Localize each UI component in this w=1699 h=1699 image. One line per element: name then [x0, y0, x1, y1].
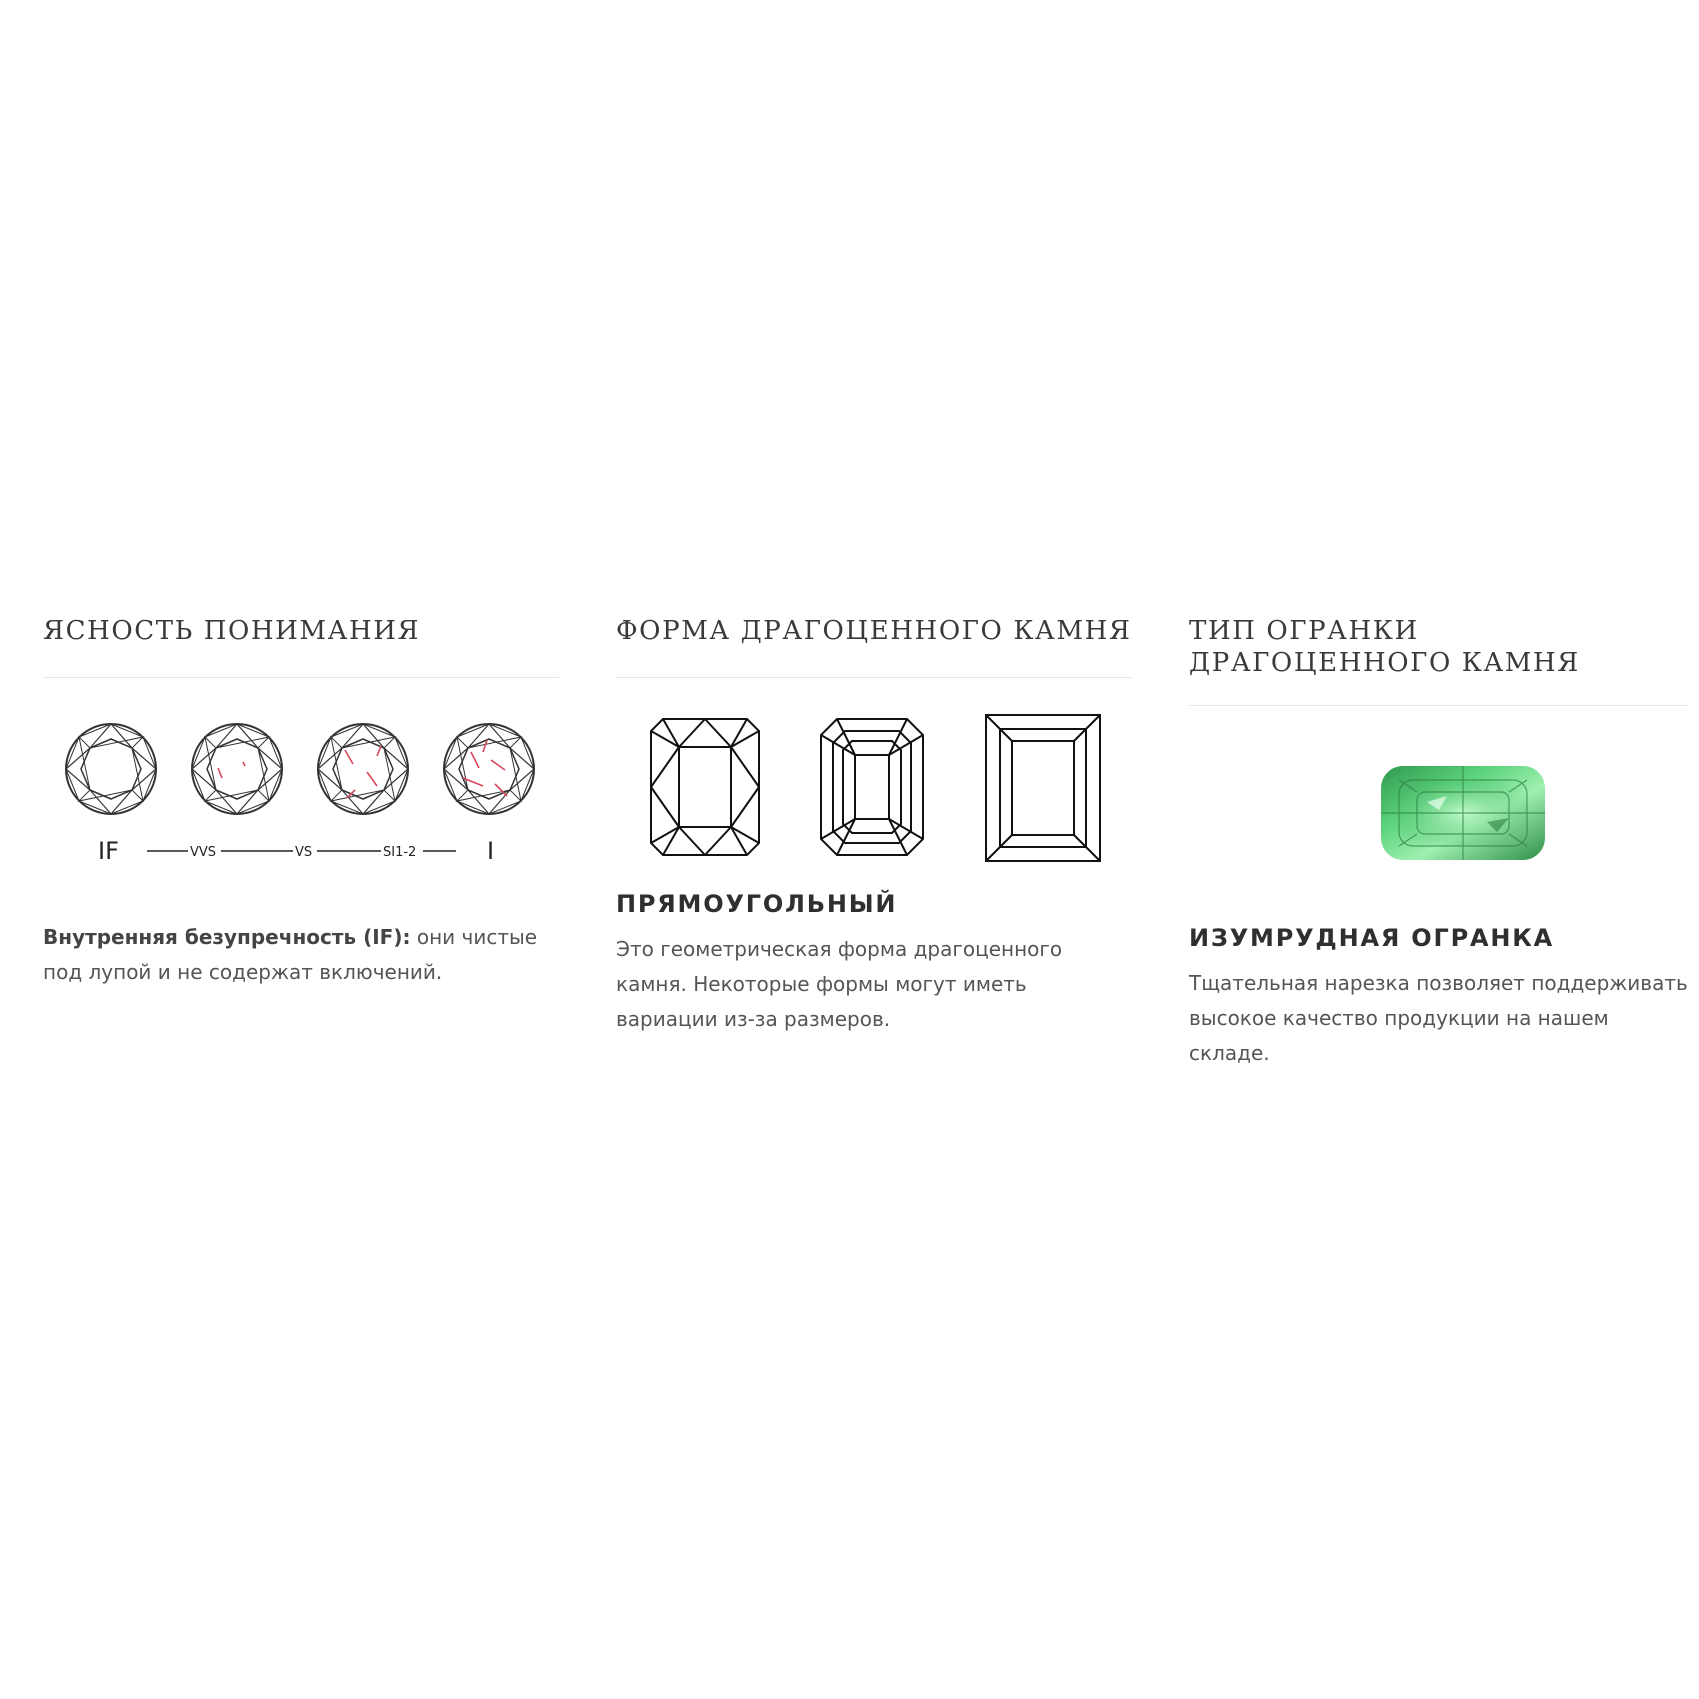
- scale-label-vs: VS: [295, 845, 313, 860]
- shape-column: [616, 615, 1132, 1037]
- clarity-description-strong: Внутренняя безупречность (IF):: [43, 925, 411, 949]
- clarity-description-text: они чистые под лупой и не содержат включений.: [43, 925, 538, 984]
- emerald-cut-icon: [819, 717, 925, 857]
- cut-description: Тщательная нарезка позволяет поддерживать высокое качество продукции на нашем складе.: [1189, 971, 1688, 1065]
- cut-subtitle: ИЗУМРУДНАЯ ОГРАНКА: [1189, 924, 1555, 952]
- cut-title: ТИП ОГРАНКИ ДРАГОЦЕННОГО КАМНЯ: [1189, 616, 1580, 678]
- diamond-clarity-icon: [43, 712, 559, 912]
- shape-description: Это геометрическая форма драгоценного камня. Некоторые формы могут иметь вариации из-за размеров.: [616, 937, 1063, 1031]
- clarity-figure: [43, 678, 559, 920]
- cut-column: [1189, 615, 1689, 1071]
- green-gem-icon: [1377, 762, 1557, 872]
- shape-figure: [616, 678, 1132, 890]
- shape-title: ФОРМА ДРАГОЦЕННОГО КАМНЯ: [616, 616, 1132, 646]
- scale-label-vvs: VVS: [190, 845, 217, 860]
- clarity-description: [43, 920, 559, 990]
- clarity-title: ЯСНОСТЬ ПОНИМАНИЯ: [43, 616, 421, 646]
- radiant-cut-icon: [649, 717, 761, 857]
- cut-figure: [1189, 706, 1689, 924]
- scale-label-si: SI1-2: [383, 845, 417, 860]
- scale-label-if: IF: [98, 837, 119, 865]
- scale-label-i: I: [487, 837, 495, 865]
- shape-subtitle: ПРЯМОУГОЛЬНЫЙ: [616, 890, 898, 918]
- clarity-column: [43, 615, 559, 990]
- step-cut-icon: [984, 713, 1102, 863]
